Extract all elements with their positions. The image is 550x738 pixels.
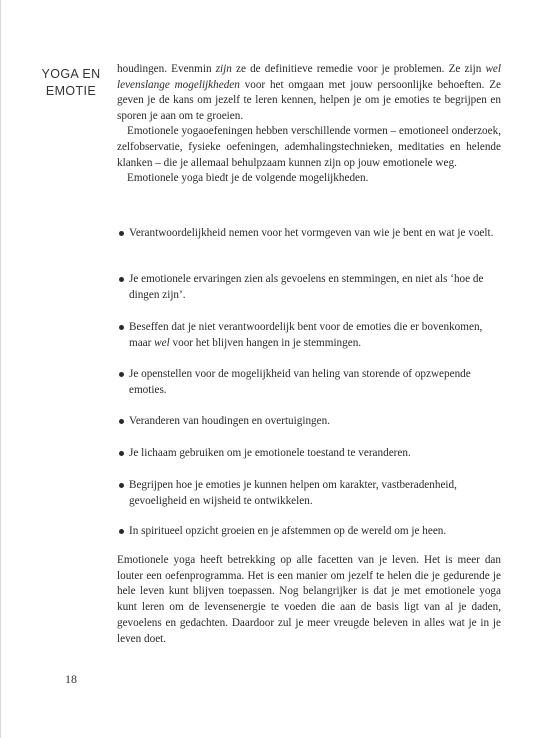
closing-paragraph: Emotionele yoga heeft betrekking op alle facetten van je leven. Het is meer dan louter een oefenprogramma. Het is een manier om jezelf te helen die je gedurende je hele leven kunt blijven toepassen. Nog belangrijker is dat je met emotionele yoga kunt leren om de levensenergie te voeden die aan de basis ligt van al je daden, gevoelens en gedachten. Daardoor zul je meer vreugde beleven in alles wat je in je leven doet. [117, 554, 501, 645]
bullet-text-part-2: voor het blijven hangen in je stemmingen. [169, 336, 362, 349]
bullet-text-emphasis: wel [154, 336, 170, 349]
intro-text [117, 62, 501, 187]
page-number: 18 [65, 672, 77, 686]
bullet-dot [119, 529, 124, 534]
intro-p1-part-1: houdingen. Evenmin [117, 63, 216, 75]
bullet-item [117, 414, 501, 430]
bullet-dot [119, 419, 124, 424]
bullet-text: Begrijpen hoe je emoties je kunnen helpen om karakter, vastberadenheid, gevoeligheid en wijsheid te ontwikkelen. [129, 479, 457, 507]
bullet-item [117, 272, 501, 303]
bullet-item [117, 446, 501, 462]
intro-p1-emphasis-2: wel levenslange mogelijkheden [117, 63, 501, 91]
intro-p1-part-2: ze de definitieve remedie voor je problemen. Ze zijn [231, 63, 486, 75]
bullet-text: Je lichaam gebruiken om je emotionele toestand te veranderen. [129, 447, 411, 459]
chapter-heading-line-1: YOGA EN [41, 67, 101, 81]
bullet-dot [119, 277, 124, 282]
bullet-dot [119, 325, 124, 330]
bullet-item [117, 367, 501, 398]
bullet-text-part-1: Beseffen dat je niet verantwoordelijk bent voor de emoties die er bovenkomen, maar [129, 321, 483, 349]
bullet-text: In spiritueel opzicht groeien en je afstemmen op de wereld om je heen. [129, 525, 447, 537]
bullet-dot [119, 451, 124, 456]
bullet-item [117, 226, 501, 242]
chapter-margin-heading [37, 66, 105, 100]
bullet-dot [119, 483, 124, 488]
bullet-text: Verantwoordelijkheid nemen voor het vormgeven van wie je bent en wat je voelt. [129, 227, 494, 239]
bullet-item [117, 320, 501, 351]
intro-paragraph-3: Emotionele yoga biedt je de volgende mogelijkheden. [127, 172, 369, 185]
bullet-text: Je emotionele ervaringen zien als gevoelens en stemmingen, en niet als ‘hoe de dingen zijn’. [129, 273, 484, 301]
intro-paragraph-2: Emotionele yogaoefeningen hebben verschillende vormen – emotioneel onderzoek, zelfobservatie, fysieke oefeningen, ademhalingstechnieken, meditaties en helende klanken – die je allemaal behulpzaam kunnen zijn op jouw emotionele weg. [117, 125, 501, 169]
chapter-heading-line-2: EMOTIE [45, 84, 97, 98]
bullet-text [129, 320, 501, 351]
bullet-text: Veranderen van houdingen en overtuigingen. [129, 415, 330, 427]
intro-p1-part-3: voor het omgaan met jouw persoonlijke behoeften. Ze geven je de kans om jezelf te leren kennen, helpen je om je emoties te begrijpen en sporen je aan om te groeien. [117, 78, 501, 122]
intro-p1-emphasis-1: zijn [215, 63, 232, 75]
intro-paragraph-1 [117, 62, 501, 124]
bullet-dot [119, 231, 124, 236]
bullet-text: Je openstellen voor de mogelijkheid van heling van storende of opzwepende emoties. [129, 368, 471, 396]
bullet-item [117, 524, 501, 540]
bullet-dot [119, 372, 124, 377]
bullet-item [117, 478, 501, 509]
